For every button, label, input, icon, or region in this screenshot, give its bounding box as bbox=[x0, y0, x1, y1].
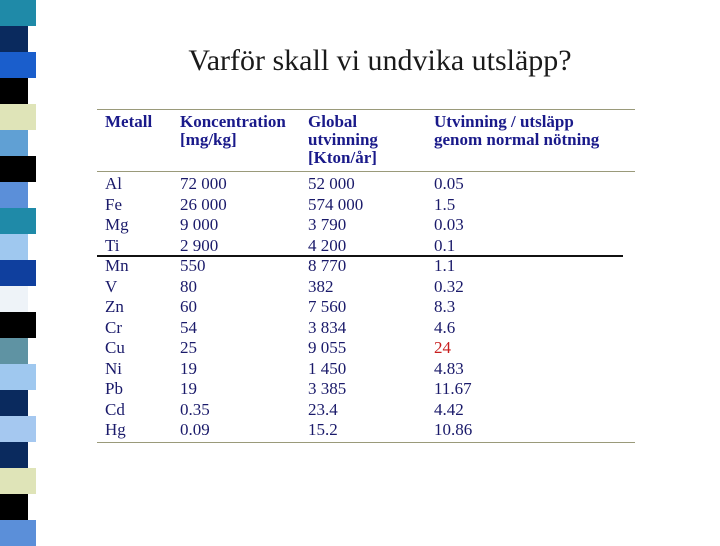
concentration-cell: 19 bbox=[180, 358, 197, 378]
global-cell: 52 000 bbox=[308, 174, 355, 193]
ratio-cell: 0.03 bbox=[434, 215, 464, 234]
ratio-cell: 8.3 bbox=[434, 297, 456, 316]
stripe-segment bbox=[0, 0, 36, 26]
concentration-cell: 72 000 bbox=[180, 174, 227, 193]
global-cell: 3 385 bbox=[308, 379, 347, 398]
ratio-cell: 11.67 bbox=[434, 379, 472, 398]
table-bottom-rule bbox=[97, 442, 635, 443]
ratio-cell: 4.83 bbox=[434, 358, 464, 378]
global-cell: 574 000 bbox=[308, 194, 364, 214]
global-cell: 15.2 bbox=[308, 420, 338, 439]
slide-title: Varför skall vi undvika utsläpp? bbox=[188, 44, 572, 77]
metal-cell: Al bbox=[105, 174, 122, 193]
stripe-segment bbox=[0, 442, 28, 468]
stripe-segment bbox=[0, 364, 36, 390]
stripe-segment bbox=[0, 494, 28, 520]
header-metall: Metall bbox=[105, 112, 153, 131]
metal-cell: Cr bbox=[105, 317, 122, 337]
global-cell: 3 790 bbox=[308, 215, 347, 234]
group-separator-rule bbox=[97, 255, 623, 257]
metal-cell: Fe bbox=[105, 194, 122, 214]
stripe-segment bbox=[0, 416, 36, 442]
ratio-cell: 0.05 bbox=[434, 174, 464, 193]
stripe-segment bbox=[0, 26, 28, 52]
metal-cell: Ni bbox=[105, 358, 122, 378]
metal-cell: Ti bbox=[105, 235, 120, 255]
header-utvinning: Utvinning / utsläpp genom normal nötning bbox=[434, 112, 600, 149]
stripe-segment bbox=[0, 338, 28, 364]
metal-cell: Zn bbox=[105, 297, 124, 316]
global-cell: 7 560 bbox=[308, 297, 347, 316]
global-cell: 1 450 bbox=[308, 358, 347, 378]
stripe-segment bbox=[0, 286, 28, 312]
ratio-cell: 10.86 bbox=[434, 420, 473, 439]
stripe-segment bbox=[0, 78, 28, 104]
concentration-cell: 550 bbox=[180, 256, 206, 275]
ratio-cell: 24 bbox=[434, 338, 451, 357]
concentration-cell: 60 bbox=[180, 297, 197, 316]
metal-cell: Mg bbox=[105, 215, 129, 234]
header-global: Global utvinning [Kton/år] bbox=[308, 112, 378, 167]
ratio-cell: 0.1 bbox=[434, 235, 456, 255]
header-bottom-rule bbox=[97, 171, 635, 172]
concentration-cell: 0.35 bbox=[180, 399, 210, 419]
global-cell: 8 770 bbox=[308, 256, 347, 275]
decorative-stripe-bar bbox=[0, 0, 62, 540]
stripe-segment bbox=[0, 156, 36, 182]
stripe-segment bbox=[0, 520, 36, 546]
ratio-cell: 1.5 bbox=[434, 194, 456, 214]
header-koncentration: Koncentration [mg/kg] bbox=[180, 112, 286, 149]
metal-cell: V bbox=[105, 276, 118, 296]
concentration-cell: 2 900 bbox=[180, 235, 219, 255]
global-cell: 23.4 bbox=[308, 399, 338, 419]
global-cell: 9 055 bbox=[308, 338, 347, 357]
global-cell: 3 834 bbox=[308, 317, 347, 337]
metal-cell: Pb bbox=[105, 379, 123, 398]
stripe-segment bbox=[0, 182, 28, 208]
concentration-cell: 54 bbox=[180, 317, 197, 337]
ratio-cell: 1.1 bbox=[434, 256, 456, 275]
stripe-segment bbox=[0, 52, 36, 78]
stripe-segment bbox=[0, 260, 36, 286]
stripe-segment bbox=[0, 130, 28, 156]
stripe-segment bbox=[0, 312, 36, 338]
concentration-cell: 0.09 bbox=[180, 420, 210, 439]
concentration-cell: 26 000 bbox=[180, 194, 227, 214]
stripe-segment bbox=[0, 390, 28, 416]
metal-cell: Cu bbox=[105, 338, 125, 357]
metal-cell: Mn bbox=[105, 256, 129, 275]
ratio-cell: 4.6 bbox=[434, 317, 456, 337]
ratio-cell: 0.32 bbox=[434, 276, 464, 296]
table-top-rule bbox=[97, 109, 635, 110]
ratio-cell: 4.42 bbox=[434, 399, 464, 419]
stripe-segment bbox=[0, 208, 36, 234]
concentration-cell: 19 bbox=[180, 379, 197, 398]
stripe-segment bbox=[0, 468, 36, 494]
global-cell: 4 200 bbox=[308, 235, 347, 255]
metal-cell: Hg bbox=[105, 420, 126, 439]
concentration-cell: 9 000 bbox=[180, 215, 219, 234]
concentration-cell: 25 bbox=[180, 338, 197, 357]
stripe-segment bbox=[0, 234, 28, 260]
metal-cell: Cd bbox=[105, 399, 125, 419]
concentration-cell: 80 bbox=[180, 276, 197, 296]
global-cell: 382 bbox=[308, 276, 334, 296]
stripe-segment bbox=[0, 104, 36, 130]
